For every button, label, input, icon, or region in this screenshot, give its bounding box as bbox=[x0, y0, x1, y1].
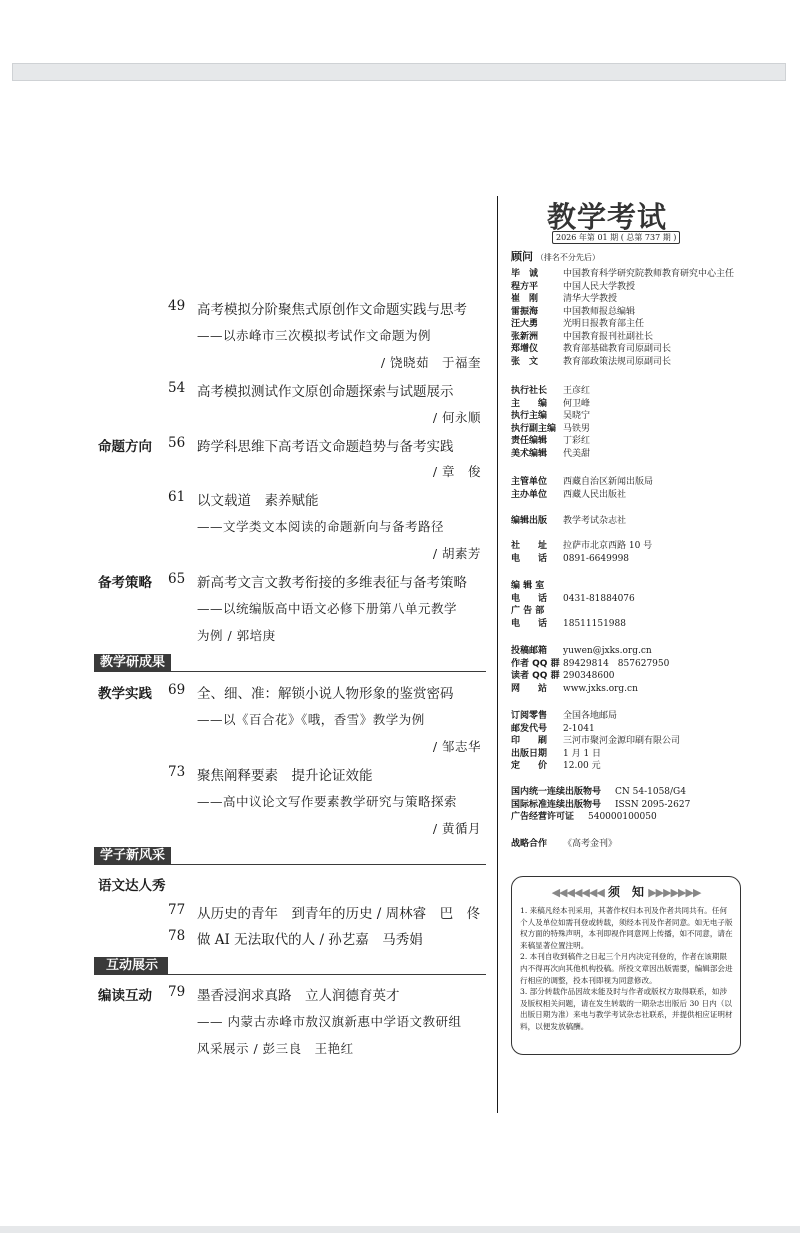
toc-page-number: 56 bbox=[168, 435, 186, 451]
address-row bbox=[511, 540, 652, 552]
serial-row bbox=[511, 799, 690, 811]
staff-name: 马铁男 bbox=[563, 423, 591, 434]
advisor-row bbox=[511, 343, 671, 355]
advisor-row bbox=[511, 306, 635, 318]
section-band bbox=[94, 957, 486, 975]
toc-page-number: 54 bbox=[168, 380, 186, 396]
issue-number: 2026 年第 01 期 ( 总第 737 期 ) bbox=[552, 231, 680, 244]
phone-label: 电 话 bbox=[511, 618, 548, 629]
office-row bbox=[511, 580, 563, 592]
toc-page-number: 73 bbox=[168, 764, 186, 780]
toc-page-number: 79 bbox=[168, 984, 186, 1000]
dist-row bbox=[511, 723, 595, 735]
section-band-rule bbox=[94, 974, 486, 975]
advisor-name: 程方平 bbox=[511, 281, 539, 292]
serial-label: 国内统一连续出版物号 bbox=[511, 787, 602, 797]
serial-value: 540000100050 bbox=[588, 812, 657, 822]
dist-row bbox=[511, 735, 680, 747]
toc-article-title[interactable]: 聚焦阐释要素 提升论证效能 bbox=[197, 768, 373, 784]
staff-name: 丁彩红 bbox=[563, 436, 591, 446]
contact-label: 作者 QQ 群 bbox=[511, 658, 560, 669]
partner-value: 《高考金刊》 bbox=[563, 839, 618, 849]
advisor-row bbox=[511, 281, 635, 293]
office-row bbox=[511, 618, 626, 630]
dist-label: 印 刷 bbox=[511, 736, 548, 746]
right-arrows-icon: ▶▶▶▶▶▶▶ bbox=[648, 886, 701, 899]
section-band-rule bbox=[94, 671, 486, 672]
contact-row bbox=[511, 670, 615, 682]
address-label: 社 址 bbox=[511, 541, 548, 551]
advisor-title: 中国人民大学教授 bbox=[563, 281, 636, 292]
advisor-row bbox=[511, 331, 653, 343]
publisher-value: 教学考试杂志社 bbox=[563, 516, 627, 526]
unit-row bbox=[511, 476, 653, 488]
email-link[interactable]: yuwen@jxks.org.cn bbox=[563, 646, 652, 656]
staff-name: 何卫峰 bbox=[563, 398, 591, 409]
advisor-title: 中国教育科学研究院教师教育研究中心主任 bbox=[563, 269, 735, 279]
staff-row bbox=[511, 410, 590, 422]
advisors-heading bbox=[511, 251, 600, 264]
toc-article-title[interactable]: 做 AI 无法取代的人 / 孙艺嘉 马秀娟 bbox=[197, 932, 423, 948]
address-value: 拉萨市北京西路 10 号 bbox=[563, 541, 653, 551]
toc-article-title[interactable]: 高考模拟分阶聚焦式原创作文命题实践与思考 bbox=[197, 302, 467, 318]
address-row bbox=[511, 553, 629, 565]
unit-label: 主管单位 bbox=[511, 477, 548, 487]
advisor-title: 光明日报教育部主任 bbox=[563, 319, 645, 329]
staff-name: 吴晓宁 bbox=[563, 411, 591, 421]
serial-label: 国际标准连续出版物号 bbox=[511, 799, 602, 810]
advisor-name: 雷振海 bbox=[511, 306, 539, 317]
staff-role: 主 编 bbox=[511, 398, 548, 409]
staff-row bbox=[511, 423, 590, 435]
dist-label: 订阅零售 bbox=[511, 711, 548, 721]
contact-label: 网 站 bbox=[511, 683, 548, 694]
staff-row bbox=[511, 398, 590, 410]
toc-article-subtitle-continued: 为例 / 郭培庚 bbox=[197, 628, 276, 643]
unit-value: 西藏人民出版社 bbox=[563, 489, 627, 500]
dist-label: 邮发代号 bbox=[511, 723, 548, 734]
advisors-note: （排名不分先后） bbox=[535, 253, 600, 262]
notice-header bbox=[512, 883, 740, 900]
contact-label: 读者 QQ 群 bbox=[511, 671, 560, 681]
dist-row bbox=[511, 748, 601, 760]
website-link[interactable]: www.jxks.org.cn bbox=[563, 683, 638, 694]
toc-section-label: 教学实践 bbox=[98, 686, 152, 702]
staff-row bbox=[511, 385, 590, 397]
dist-row bbox=[511, 760, 601, 772]
advisor-title: 中国教育报刊社副社长 bbox=[563, 331, 654, 342]
contact-label: 投稿邮箱 bbox=[511, 646, 548, 656]
toc-page-number: 61 bbox=[168, 489, 186, 505]
notice-paragraph: 3. 部分转载作品因故未能及时与作者或版权方取得联系，如涉及版权相关问题，请在发生转载的一期杂志出版后 30 日内（以出版日期为准）来电与教学考试杂志社联系，并提供相应证明材料，以便发放稿酬。 bbox=[520, 987, 733, 1031]
advisor-title: 清华大学教授 bbox=[563, 294, 618, 304]
toc-article-title[interactable]: 墨香浸润求真路 立人润德育英才 bbox=[197, 988, 400, 1004]
toc-article-author: / 章 俊 bbox=[432, 464, 481, 479]
notice-paragraph: 2. 本刊自收到稿件之日起三个月内决定刊登的，作者在该期限内不得再次向其他机构投稿。所投文章因出版需要，编辑部会进行相应的调整，投本刊即视为同意修改。 bbox=[520, 952, 733, 985]
toc-article-title[interactable]: 以文载道 素养赋能 bbox=[197, 493, 319, 509]
dist-value: 三河市聚河金源印刷有限公司 bbox=[563, 736, 681, 746]
dist-value: 1 月 1 日 bbox=[563, 748, 602, 759]
top-toolbar-strip bbox=[12, 63, 786, 81]
toc-article-author: / 胡素芳 bbox=[432, 546, 481, 561]
dist-label: 出版日期 bbox=[511, 748, 548, 759]
notice-body bbox=[520, 905, 734, 1033]
toc-article-title[interactable]: 高考模拟测试作文原创命题探索与试题展示 bbox=[197, 384, 454, 400]
toc-page-number: 77 bbox=[168, 902, 186, 918]
publisher-label: 编辑出版 bbox=[511, 516, 548, 526]
toc-section-label: 命题方向 bbox=[98, 439, 152, 455]
advisor-row bbox=[511, 268, 734, 280]
dist-row bbox=[511, 710, 617, 722]
staff-name: 代美甜 bbox=[563, 448, 591, 459]
phone-value: 0431-81884076 bbox=[563, 593, 635, 604]
phone-value: 0891-6649998 bbox=[563, 553, 630, 564]
staff-row bbox=[511, 448, 590, 460]
toc-article-subtitle: ——高中议论文写作要素教学研究与策略探索 bbox=[197, 794, 458, 809]
dist-value: 全国各地邮局 bbox=[563, 711, 618, 721]
staff-role: 执行副主编 bbox=[511, 423, 557, 434]
section-band bbox=[94, 654, 486, 672]
dist-value: 12.00 元 bbox=[563, 761, 601, 771]
toc-article-subtitle: ——以《百合花》《哦，香雪》教学为例 bbox=[197, 712, 425, 727]
contact-value: 89429814 857627950 bbox=[563, 658, 670, 669]
unit-row bbox=[511, 489, 626, 501]
unit-label: 主办单位 bbox=[511, 489, 548, 500]
staff-role: 执行社长 bbox=[511, 386, 548, 396]
toc-article-subtitle: ——文学类文本阅读的命题新向与备考路径 bbox=[197, 519, 445, 534]
office-row bbox=[511, 593, 635, 605]
toc-section-label: 备考策略 bbox=[98, 575, 152, 591]
toc-section-label: 语文达人秀 bbox=[98, 878, 166, 894]
toc-article-author: / 邹志华 bbox=[432, 739, 481, 754]
phone-label: 电 话 bbox=[511, 553, 548, 564]
dist-label: 定 价 bbox=[511, 761, 548, 771]
journal-logo: 教学考试 bbox=[547, 200, 668, 234]
section-band-label: 学子新风采 bbox=[94, 847, 171, 865]
section-band-rule bbox=[94, 864, 486, 865]
advisor-name: 张新洲 bbox=[511, 331, 539, 342]
toc-page-number: 65 bbox=[168, 571, 186, 587]
advisor-name: 张 文 bbox=[511, 356, 539, 367]
staff-role: 责任编辑 bbox=[511, 436, 548, 446]
advisor-name: 毕 诚 bbox=[511, 269, 539, 279]
office-label: 广 告 部 bbox=[511, 606, 545, 616]
contact-row bbox=[511, 683, 638, 695]
office-label: 编 辑 室 bbox=[511, 581, 545, 591]
toc-article-title[interactable]: 全、细、准：解锁小说人物形象的鉴赏密码 bbox=[197, 686, 454, 702]
serial-value: ISSN 2095-2627 bbox=[615, 799, 691, 810]
toc-article-author: / 何永顺 bbox=[432, 410, 481, 425]
notice-box bbox=[511, 876, 741, 1055]
bottom-strip bbox=[0, 1226, 800, 1233]
staff-name: 王彦红 bbox=[563, 386, 591, 396]
toc-article-subtitle: ——以统编版高中语文必修下册第八单元教学 bbox=[197, 601, 458, 616]
advisor-name: 崔 刚 bbox=[511, 294, 539, 304]
toc-article-subtitle-continued: 风采展示 / 彭三良 王艳红 bbox=[197, 1041, 354, 1056]
unit-value: 西藏自治区新闻出版局 bbox=[563, 477, 654, 487]
toc-page-number: 78 bbox=[168, 928, 186, 944]
toc-article-title[interactable]: 新高考文言文教考衔接的多维表征与备考策略 bbox=[197, 575, 467, 591]
toc-page-number: 49 bbox=[168, 298, 186, 314]
advisor-title: 教育部政策法规司原副司长 bbox=[563, 356, 672, 367]
contact-value: 290348600 bbox=[563, 671, 615, 681]
serial-row bbox=[511, 786, 686, 798]
toc-article-author: / 黄循月 bbox=[432, 821, 481, 836]
section-band-label: 互动展示 bbox=[94, 957, 168, 975]
publisher-row bbox=[511, 515, 626, 527]
toc-article-subtitle: ——以赤峰市三次模拟考试作文命题为例 bbox=[197, 328, 432, 343]
advisor-name: 郑增仪 bbox=[511, 344, 539, 354]
toc-article-title[interactable]: 从历史的青年 到青年的历史 / 周林睿 巴 佟 bbox=[197, 906, 481, 922]
left-arrows-icon: ◀◀◀◀◀◀◀ bbox=[551, 886, 604, 899]
section-band bbox=[94, 847, 486, 865]
advisor-title: 中国教师报总编辑 bbox=[563, 306, 636, 317]
phone-value: 18511151988 bbox=[563, 618, 626, 629]
section-band-label: 教学研成果 bbox=[94, 654, 171, 672]
advisor-row bbox=[511, 318, 644, 330]
staff-role: 美术编辑 bbox=[511, 448, 548, 459]
advisor-name: 汪大勇 bbox=[511, 319, 539, 329]
dist-value: 2-1041 bbox=[563, 723, 595, 734]
column-divider bbox=[497, 196, 498, 1113]
serial-label: 广告经营许可证 bbox=[511, 812, 575, 822]
serial-row bbox=[511, 811, 657, 823]
phone-label: 电 话 bbox=[511, 593, 548, 604]
partner-label: 战略合作 bbox=[511, 839, 548, 849]
toc-article-author: / 饶晓茹 于福奎 bbox=[380, 355, 481, 370]
advisor-title: 教育部基础教育司原副司长 bbox=[563, 344, 672, 354]
notice-title: 须 知 bbox=[607, 885, 644, 899]
toc-article-subtitle: —— 内蒙古赤峰市敖汉旗新惠中学语文教研组 bbox=[197, 1014, 462, 1029]
notice-paragraph: 1. 来稿凡经本刊采用，其著作权归本刊及作者共同共有。任何个人及单位如需刊登或转载，须经本刊及作者同意。如无电子版权方面的特殊声明，本刊即视作同意网上传播，如不同意，请在来稿显著位置注明。 bbox=[520, 906, 733, 950]
serial-value: CN 54-1058/G4 bbox=[615, 787, 686, 797]
toc-article-title[interactable]: 跨学科思维下高考语文命题趋势与备考实践 bbox=[197, 439, 454, 455]
partner-row bbox=[511, 838, 617, 850]
staff-role: 执行主编 bbox=[511, 411, 548, 421]
advisor-row bbox=[511, 356, 671, 368]
contact-row bbox=[511, 658, 669, 670]
toc-section-label: 编读互动 bbox=[98, 988, 152, 1004]
toc-page-number: 69 bbox=[168, 682, 186, 698]
advisor-row bbox=[511, 293, 617, 305]
staff-row bbox=[511, 435, 590, 447]
office-row bbox=[511, 605, 563, 617]
advisors-title: 顾问 bbox=[511, 250, 533, 263]
contact-row bbox=[511, 645, 652, 657]
